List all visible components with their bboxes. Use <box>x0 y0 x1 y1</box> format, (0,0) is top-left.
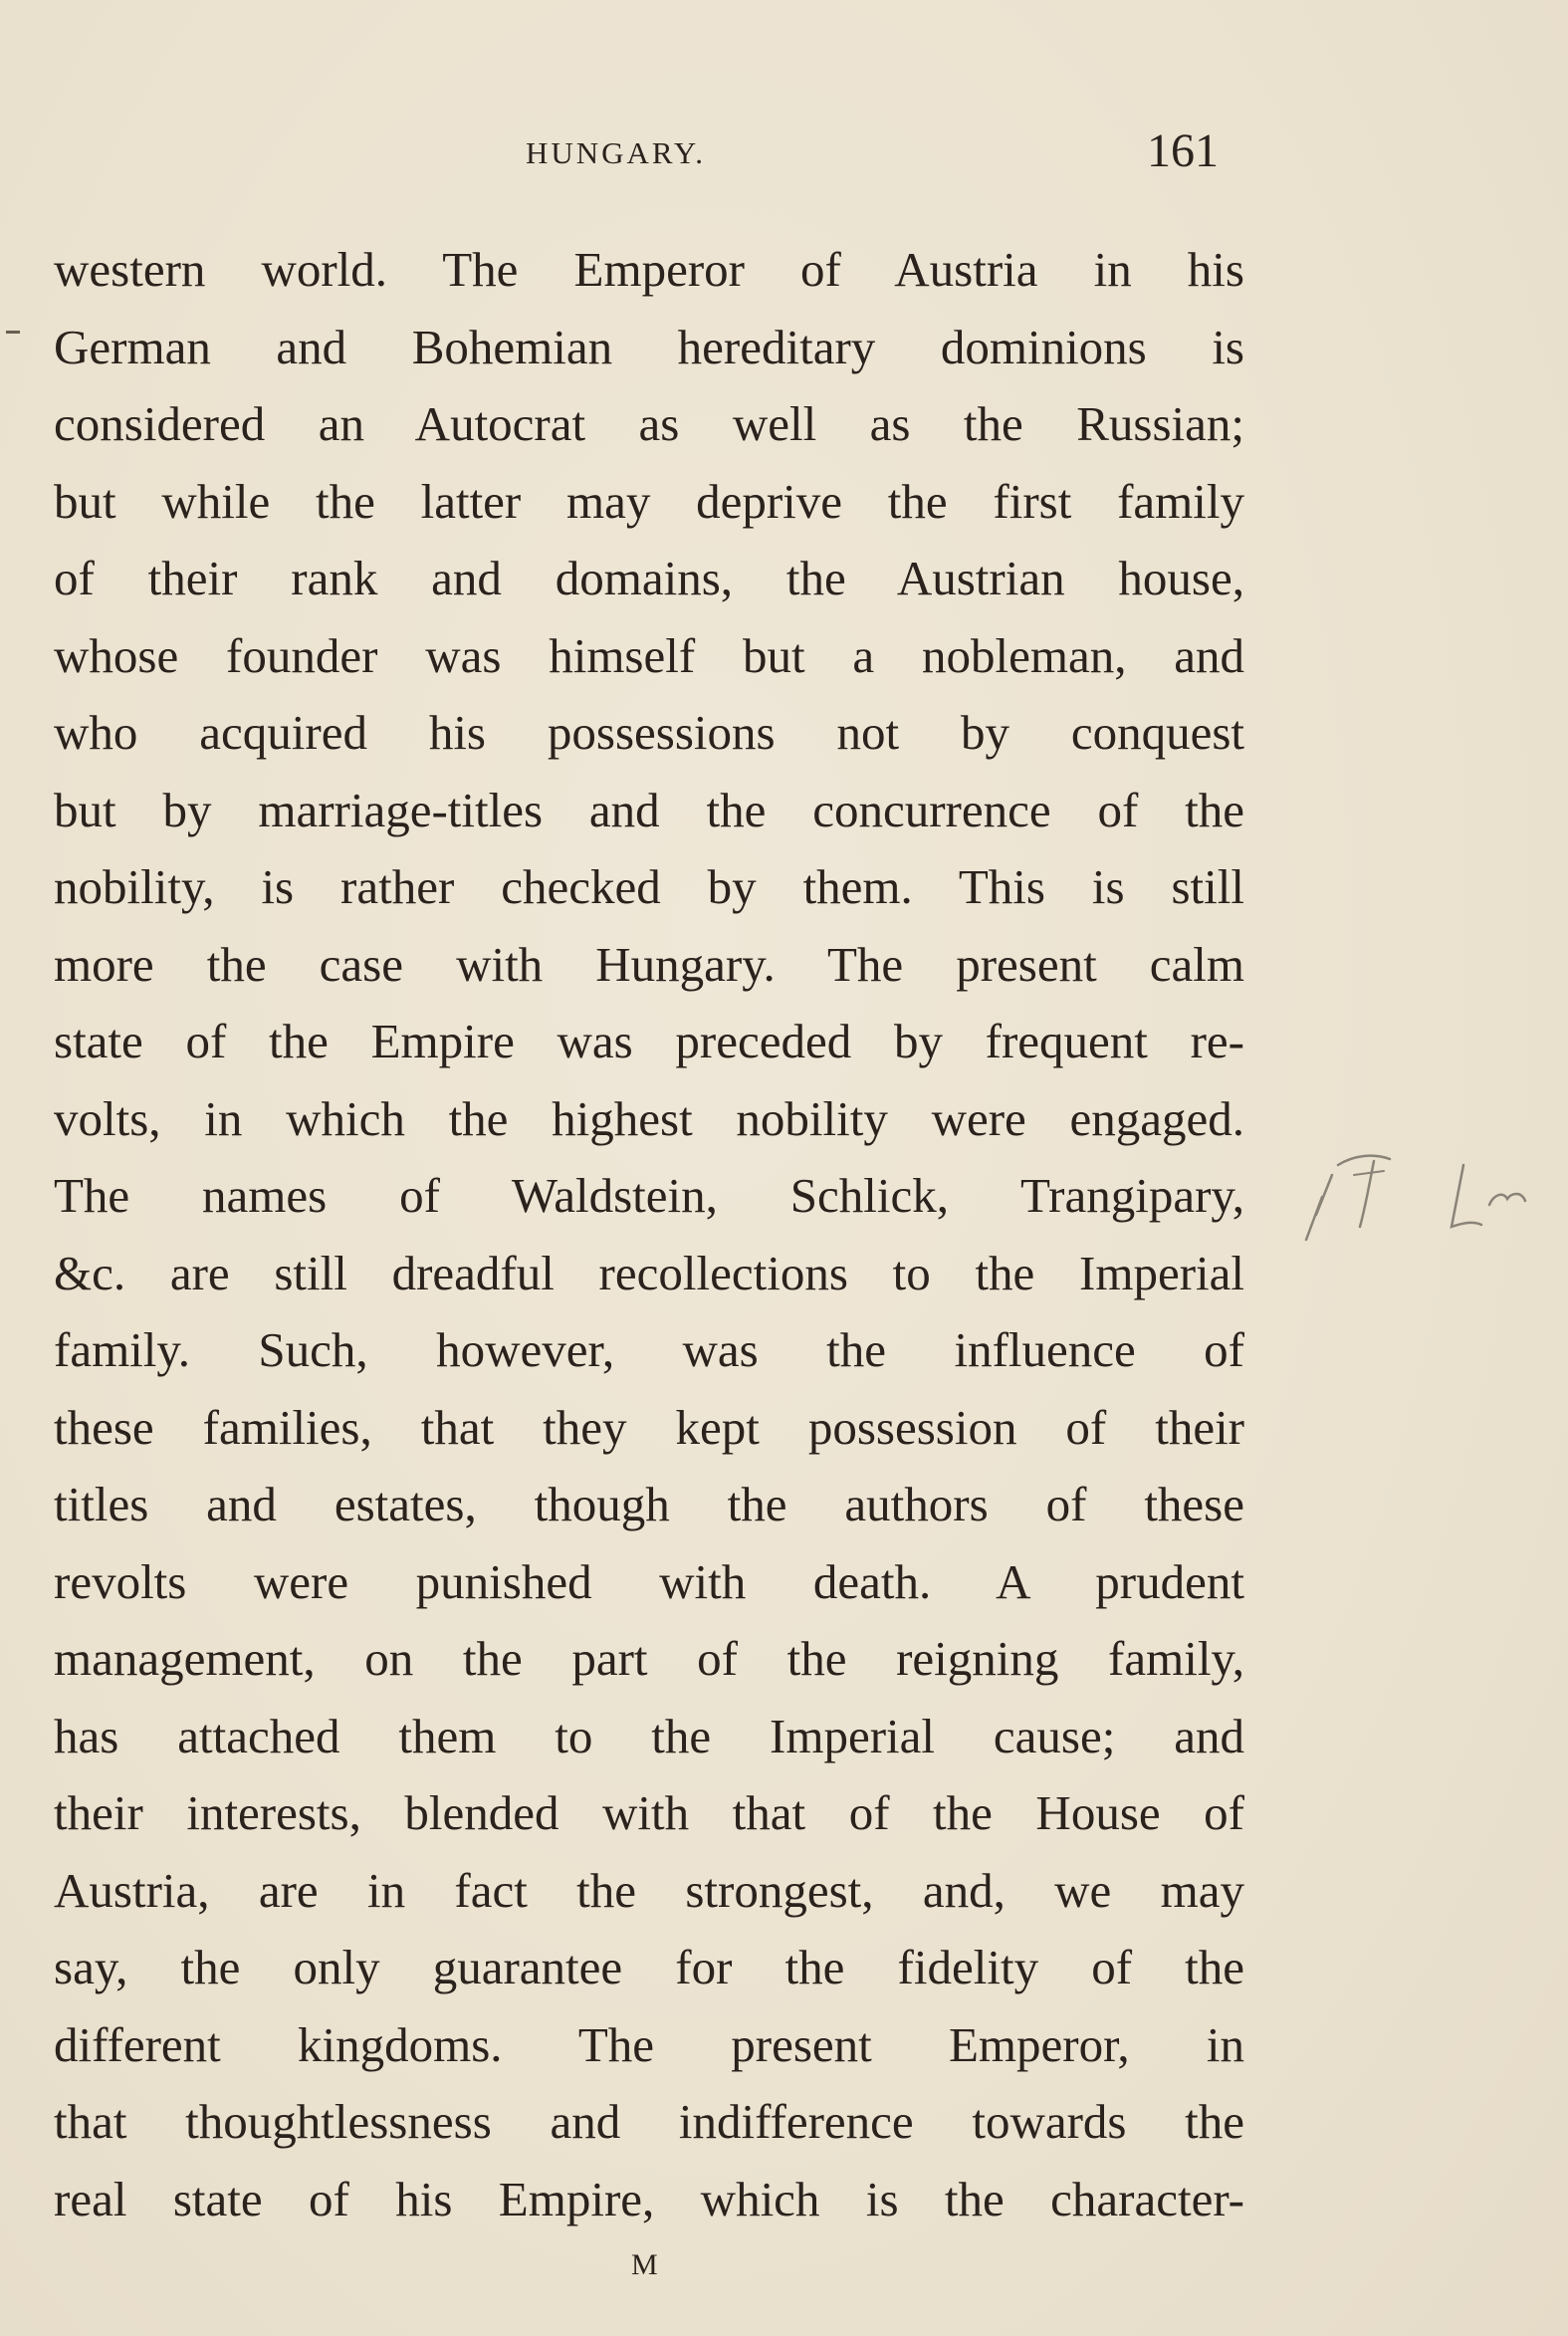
text-line: these families, that they kept possession of their <box>54 1399 1244 1455</box>
text-line: management, on the part of the reigning family, <box>54 1631 1244 1686</box>
page-number: 161 <box>1147 124 1219 177</box>
text-line: has attached them to the Imperial cause; and <box>54 1708 1244 1763</box>
text-line: considered an Autocrat as well as the Russian; <box>54 396 1244 451</box>
text-line: their interests, blended with that of the House of <box>54 1785 1244 1840</box>
text-line: nobility, is rather checked by them. This is still <box>54 859 1244 914</box>
text-line: more the case with Hungary. The present calm <box>54 936 1244 992</box>
text-line: but while the latter may deprive the first family <box>54 473 1244 529</box>
text-line: real state of his Empire, which is the character- <box>54 2171 1244 2226</box>
margin-tick-mark <box>6 331 20 334</box>
text-line: German and Bohemian hereditary dominions is <box>54 319 1244 374</box>
text-line: The names of Waldstein, Schlick, Trangipary, <box>54 1168 1244 1223</box>
text-line: revolts were punished with death. A prudent <box>54 1553 1244 1609</box>
text-line: but by marriage-titles and the concurrence of the <box>54 782 1244 837</box>
text-line: that thoughtlessness and indifference towards the <box>54 2094 1244 2149</box>
text-line: family. Such, however, was the influence of <box>54 1322 1244 1377</box>
text-line: who acquired his possessions not by conquest <box>54 705 1244 760</box>
running-head <box>54 124 1248 181</box>
text-line: volts, in which the highest nobility were engaged. <box>54 1090 1244 1146</box>
text-line: of their rank and domains, the Austrian house, <box>54 551 1244 605</box>
running-title: HUNGARY. <box>526 135 707 170</box>
body-text <box>54 235 1244 2241</box>
text-line: titles and estates, though the authors of these <box>54 1477 1244 1531</box>
text-line: &c. are still dreadful recollections to the Imperial <box>54 1245 1244 1300</box>
text-line: whose founder was himself but a nobleman, and <box>54 627 1244 683</box>
text-line: different kingdoms. The present Emperor, in <box>54 2016 1244 2072</box>
signature-mark: M <box>631 2248 659 2281</box>
text-line: state of the Empire was preceded by frequent re- <box>54 1014 1244 1068</box>
text-line: Austria, are in fact the strongest, and, we may <box>54 1862 1244 1918</box>
text-line: western world. The Emperor of Austria in his <box>54 242 1244 297</box>
text-line: say, the only guarantee for the fidelity of the <box>54 1940 1244 1994</box>
pencil-annotation <box>1294 1135 1533 1245</box>
